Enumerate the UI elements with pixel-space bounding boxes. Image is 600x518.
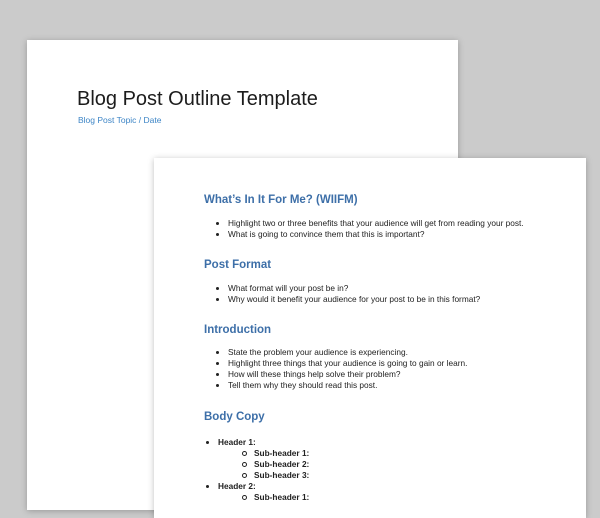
document-title: Blog Post Outline Template (77, 88, 318, 110)
list-item: Highlight three things that your audience is going to gain or learn. (214, 358, 467, 369)
outline-subheader-item: Sub-header 1: (242, 492, 309, 503)
outline-header-label: Header 2: (218, 481, 256, 491)
section-heading-introduction: Introduction (204, 324, 272, 336)
sub-header-list (218, 448, 309, 481)
outline-header-item (204, 437, 309, 481)
list-item: What is going to convince them that this is important? (214, 229, 524, 240)
list-item: State the problem your audience is experiencing. (214, 347, 467, 358)
post-format-bullet-list (214, 283, 480, 305)
list-item: What format will your post be in? (214, 283, 480, 294)
list-item: How will these things help solve their problem? (214, 369, 467, 380)
document-page-front (154, 158, 586, 518)
outline-subheader-item: Sub-header 1: (242, 448, 309, 459)
list-item: Why would it benefit your audience for your post to be in this format? (214, 294, 480, 305)
outline-subheader-item: Sub-header 3: (242, 470, 309, 481)
section-heading-wiifm: What’s In It For Me? (WIIFM) (204, 194, 358, 206)
outline-header-item (204, 481, 309, 503)
introduction-bullet-list (214, 347, 467, 391)
outline-header-label: Header 1: (218, 437, 256, 447)
document-subtitle: Blog Post Topic / Date (78, 115, 162, 125)
body-copy-outline (204, 437, 309, 503)
wiifm-bullet-list (214, 218, 524, 240)
section-heading-body-copy: Body Copy (204, 411, 265, 423)
sub-header-list (218, 492, 309, 503)
section-heading-post-format: Post Format (204, 259, 272, 271)
list-item: Tell them why they should read this post. (214, 380, 467, 391)
outline-subheader-item: Sub-header 2: (242, 459, 309, 470)
list-item: Highlight two or three benefits that your audience will get from reading your post. (214, 218, 524, 229)
